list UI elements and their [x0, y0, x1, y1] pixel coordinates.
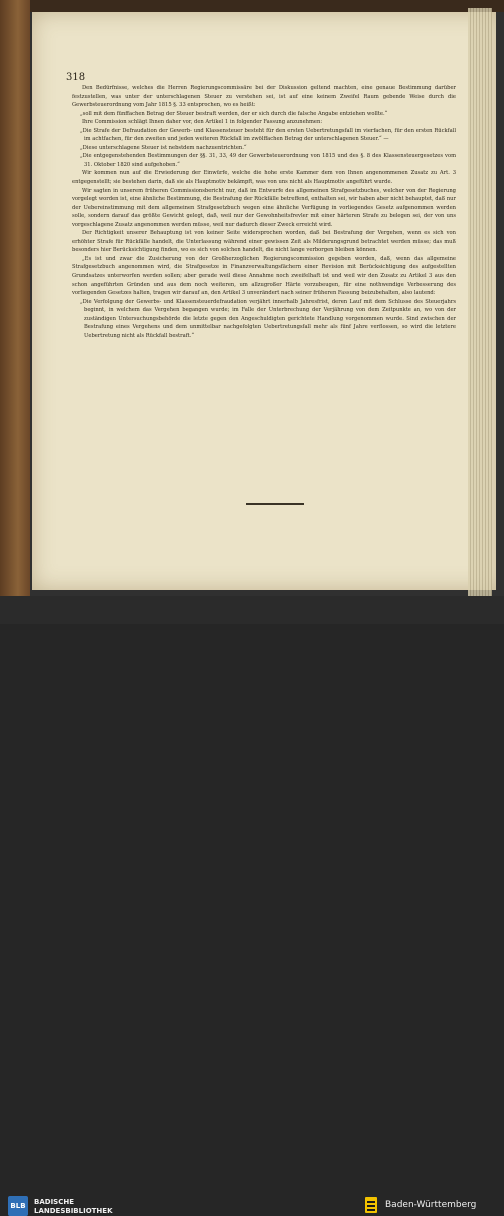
closing-rule	[246, 503, 304, 505]
footer-bar	[0, 596, 504, 1215]
paragraph: Wir kommen nun auf die Erwiederung der Einwürfe, welche die hohe erste Kammer dem von Ihnen angenommenen Zusatz zu Art. 3 entgegenstellt; sie bestehen darin, daß sie als Hauptmotiv bekämpft, was von uns nicht als Hauptmotiv angeführt wurde.	[72, 170, 456, 186]
page-number: 318	[66, 72, 86, 83]
library-name-line1: BADISCHE	[34, 1198, 74, 1206]
page-body-text	[72, 84, 456, 340]
paragraph: „Die entgegenstehenden Bestimmungen der §§. 31, 33, 49 der Gewerbsteuerordnung von 1815 und des §. 8 des Klassensteuergesetzes vom 31. Oktober 1820 sind aufgehoben.“	[80, 153, 456, 168]
paragraph: Der Richtigkeit unserer Behauptung ist von keiner Seite widersprochen worden, daß bei Bestrafung der Vergehen, wenn es sich von erhöhter Strafe für Rückfälle handelt, die Unterlassung während einer gewissen Zeit als Milderungsgrund betrachtet werden müsse; das muß besonders hier Berücksichtigung finden, wo es sich von solchen handelt, die nicht lange verborgen bleiben können.	[72, 230, 456, 254]
page-edges	[468, 8, 492, 596]
paragraph: „Die Strafe der Defraudation der Gewerb- und Klassensteuer besteht für den ersten Uebertretungsfall im vierfachen, für den ersten Rückfall im achtfachen, für den zweiten und jeden weiteren Rückfall im zwölffachen Betrag der unterschlagenen Steuer.“ —	[80, 127, 456, 143]
blb-logo[interactable]: BLB	[8, 1196, 28, 1216]
paragraph: Wir sagten in unserem früheren Commissionsbericht nur, daß im Entwurfe des allgemeinen Strafgesetzbuches, welcher von der Regierung vorgelegt worden ist, eine ähnliche Bestimmung, die Bestrafung der Rückfälle betreffend, enthalten sei, wir haben aber nicht behauptet, daß nur der Uebereinstimmung mit dem allgemeinen Strafgesetzbuch wegen eine ähnliche Verfügung in vorliegendes Gesetz aufgenommen werden solle, sondern darauf das größte Gewicht gelegt, daß, weil nur der Gewohnheitsfrevler mit einer härteren Strafe zu belegen sei, der von uns vorgeschlagene Zusatz angenommen werden müsse, weil nur dadurch dieser Zweck erreicht wird.	[72, 187, 456, 228]
scan-area	[0, 0, 504, 596]
paragraph: Ihre Commission schlägt Ihnen daher vor, den Artikel 1 in folgender Fassung anzunehmen:	[82, 119, 323, 126]
paragraph: „Diese unterschlagene Steuer ist nebstdem nachzuentrichten.“	[80, 144, 247, 151]
state-name[interactable]: Baden-Württemberg	[385, 1200, 477, 1210]
paragraph: „Es ist und zwar die Zusicherung von der Großherzoglichen Regierungscommission gegeben worden, daß, wenn das allgemeine Strafgesetzbuch angenommen wird, die Strafgesetze in Finanzverwaltungsfächern einer Revision mit Berücksichtigung des aufgestellten Grundsatzes unterworfen werden sollen; aber gerade weil diese Annahme noch zweifelhaft ist und weil wir den Zusatz zu Artikel 3 aus den schon angeführten Gründen und aus dem noch weiteren, um allzugroßer Härte vorzubeugen, für eine nothwendige Verbesserung des vorliegenden Gesetzes halten, tragen wir darauf an, den Artikel 3 unverändert nach seiner früheren Fassung beizubehalten, also lautend:	[72, 255, 456, 297]
paragraph: Den Bedürfnisse, welches die Herren Regierungscommissäre bei der Diskussion geltend machten, eine genaue Bestimmung darüber festzustellen, was unter der unterschlagenen Steuer zu verstehen sei, ist auf eine keinem Zweifel Raum gebende Weise durch die Gewerbsteuerordnung vom Jahr 1815 §. 33 entsprochen, wo es heißt:	[72, 85, 456, 109]
paragraph: „Die Verfolgung der Gewerbs- und Klassensteuerdefraudation verjährt innerhalb Jahresfrist, deren Lauf mit dem Schlusse des Steuerjahrs beginnt, in welchem das Vergehen begangen wurde; im Falle der Unterbrechung der Verjährung von dem Zeitpunkte an, wo von der zuständigen Untersuchungsbehörde die letzte gegen den Angeschuldigten gerichtete Handlung vorgenommen wurde. Sind zwischen der Bestrafung eines Vergehens und dem unmittelbar nachgefolgten Uebertretungsfall mehr als fünf Jahre verflossen, so wird die letztere Uebertretung nicht als Rückfall bestraft.“	[80, 298, 456, 339]
cover-top	[30, 0, 504, 12]
library-name[interactable]	[34, 1198, 113, 1216]
library-name-line2: LANDESBIBLIOTHEK	[34, 1207, 113, 1215]
cover-board	[0, 0, 30, 596]
paragraph: „soll mit dem fünffachen Betrag der Steuer bestraft werden, der er sich durch die falsche Angabe entziehen wollte.“	[80, 110, 388, 117]
bw-crest-icon	[364, 1194, 378, 1216]
